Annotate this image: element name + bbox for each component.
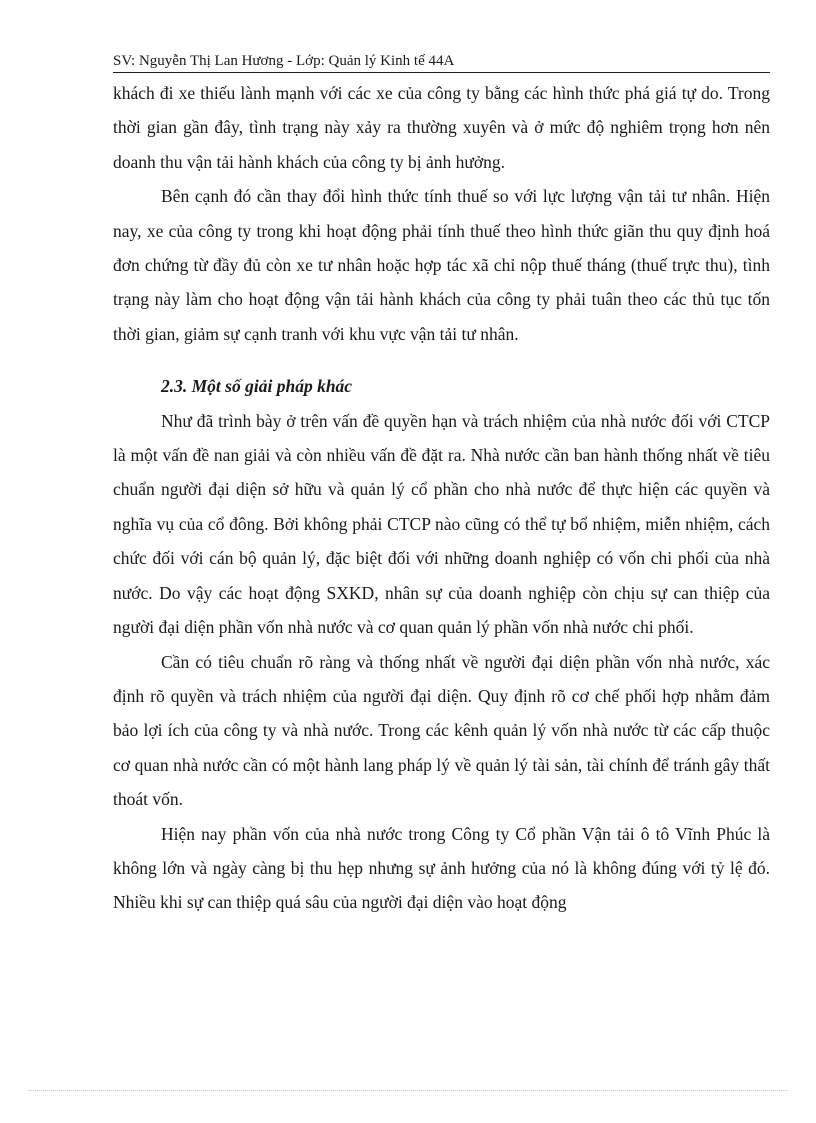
paragraph-5: Hiện nay phần vốn của nhà nước trong Công ty Cổ phần Vận tải ô tô Vĩnh Phúc là không lớn và ngày càng bị thu hẹp nhưng sự ảnh hưởng của nó là không đúng với tỷ lệ đó. Nhiều khi sự can thiệp quá sâu của người đại diện vào hoạt động	[113, 823, 770, 913]
section-heading: 2.3. Một số giải pháp khác	[161, 376, 353, 397]
paragraph-1: khách đi xe thiếu lành mạnh với các xe của công ty bằng các hình thức phá giá tự do. Trong thời gian gần đây, tình trạng này xảy ra thường xuyên và ở mức độ nghiêm trọng hơn nên doanh thu vận tải hành khách của công ty bị ảnh hưởng.	[113, 83, 770, 172]
paragraph-2: Bên cạnh đó cần thay đổi hình thức tính thuế so với lực lượng vận tải tư nhân. Hiện nay, xe của công ty trong khi hoạt động phải tính thuế theo hình thức giãn thu quy định hoá đơn chứng từ đầy đủ còn xe tư nhân hoặc hợp tác xã chỉ nộp thuế tháng (thuế trực thu), tình trạng này làm cho hoạt động vận tải hành khách của công ty phải tuân theo các thủ tục tốn thời gian, giảm sự cạnh tranh với khu vực vận tải tư nhân.	[113, 186, 770, 344]
document-body	[113, 76, 770, 920]
paragraph-4: Cần có tiêu chuẩn rõ ràng và thống nhất về người đại diện phần vốn nhà nước, xác định rõ quyền và trách nhiệm của người đại diện. Quy định rõ cơ chế phối hợp nhằm đảm bảo lợi ích của công ty và nhà nước. Trong các kênh quản lý vốn nhà nước từ các cấp thuộc cơ quan nhà nước cần có một hành lang pháp lý về quản lý tài sản, tài chính để tránh gây thất thoát vốn.	[113, 651, 770, 810]
footer-divider	[28, 1090, 788, 1091]
page-header	[113, 52, 770, 73]
paragraph-3: Như đã trình bày ở trên vấn đề quyền hạn và trách nhiệm của nhà nước đối với CTCP là một vấn đề nan giải và còn nhiều vấn đề đặt ra. Nhà nước cần ban hành thống nhất về tiêu chuẩn người đại diện sở hữu và quản lý cổ phần cho nhà nước để thực hiện các quyền và nghĩa vụ của cổ đông. Bởi không phải CTCP nào cũng có thể tự bổ nhiệm, miễn nhiệm, cách chức đối với cán bộ quản lý, đặc biệt đối với những doanh nghiệp có vốn chi phối của nhà nước. Do vậy các hoạt động SXKD, nhân sự của doanh nghiệp còn chịu sự can thiệp của người đại diện phần vốn nhà nước và cơ quan quản lý phần vốn nhà nước chi phối.	[113, 410, 770, 638]
header-text: SV: Nguyễn Thị Lan Hương - Lớp: Quản lý Kinh tế 44A	[113, 53, 455, 69]
